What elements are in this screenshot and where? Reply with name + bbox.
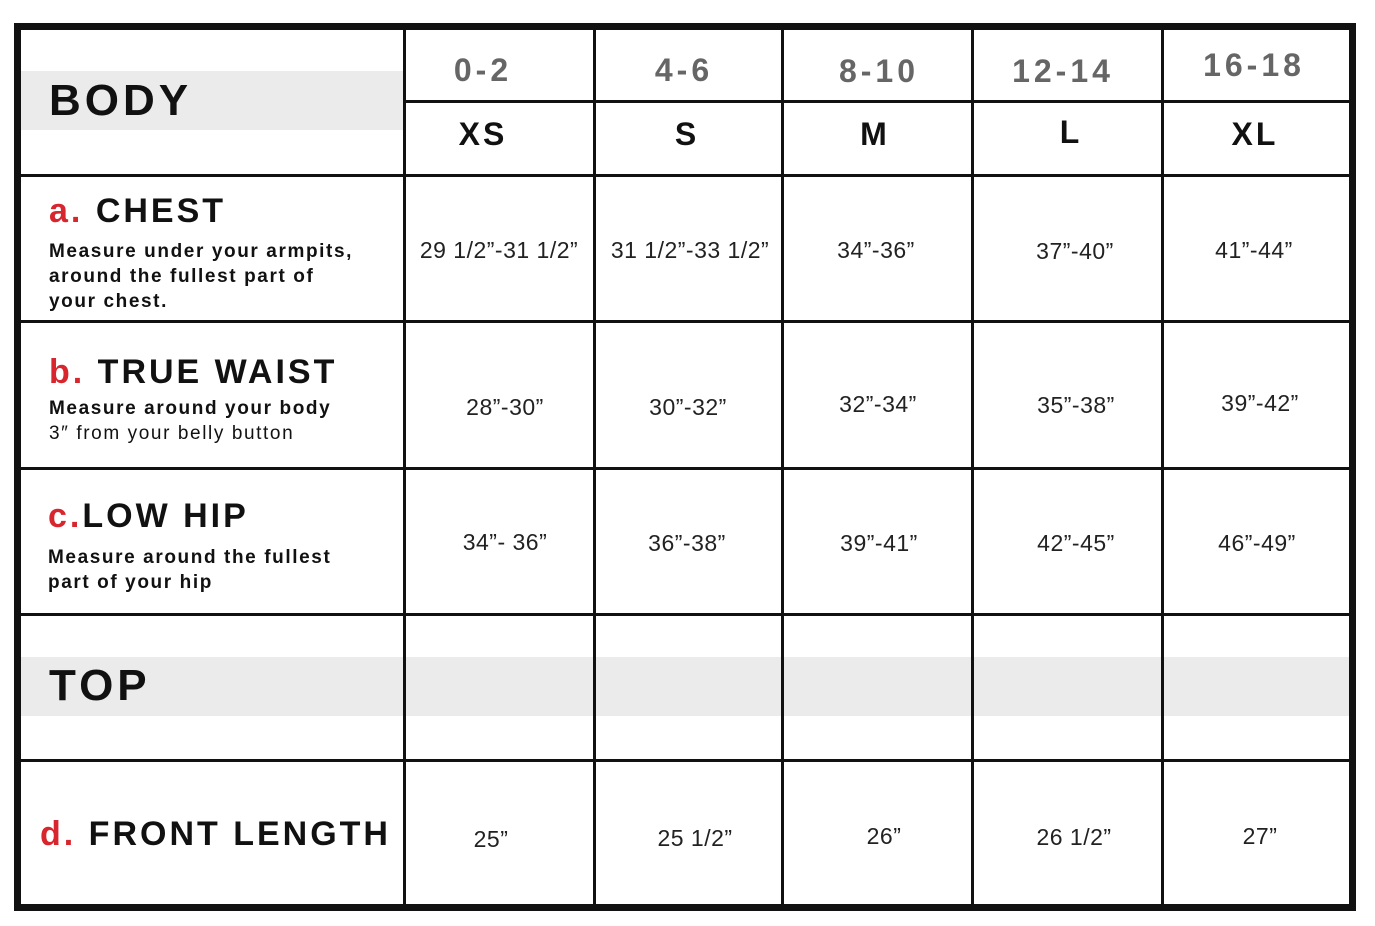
- row-description-hip: [48, 545, 331, 595]
- size-header: M: [860, 116, 890, 152]
- age-header: 12-14: [1012, 53, 1114, 89]
- row-name: LOW HIP: [82, 497, 249, 535]
- row-description-waist: [49, 396, 331, 446]
- size-header: XL: [1231, 116, 1279, 152]
- row-title-waist: [49, 353, 337, 392]
- waist-value-xl: 39”-42”: [1221, 390, 1299, 416]
- row-title-front-length: [40, 815, 391, 854]
- age-header: 0-2: [453, 52, 513, 88]
- row-name: TRUE WAIST: [97, 353, 338, 391]
- section-title-body: BODY: [49, 76, 193, 125]
- front-value-l: 26 1/2”: [1036, 824, 1112, 850]
- hip-value-l: 42”-45”: [1037, 530, 1115, 556]
- front-value-xl: 27”: [1242, 823, 1278, 849]
- front-value-xs: 25”: [473, 826, 509, 852]
- desc-line: part of your hip: [48, 572, 213, 593]
- waist-value-m: 32”-34”: [839, 391, 917, 417]
- desc-line: around the fullest part of: [49, 266, 315, 287]
- row-letter: a.: [49, 192, 84, 230]
- grid-line: [21, 174, 1349, 177]
- hip-value-m: 39”-41”: [840, 530, 918, 556]
- row-letter: b.: [49, 353, 86, 391]
- row-name: CHEST: [95, 192, 227, 230]
- size-chart: [14, 23, 1356, 911]
- row-title-chest: [49, 192, 226, 231]
- grid-line: [21, 467, 1349, 470]
- hip-value-s: 36”-38”: [648, 530, 726, 556]
- size-header: XS: [458, 116, 508, 152]
- grid-line: [21, 759, 1349, 762]
- chest-value-m: 34”-36”: [837, 237, 915, 263]
- desc-line: 3″ from your belly button: [49, 423, 295, 444]
- size-header: L: [1059, 114, 1083, 150]
- grid-line: [21, 613, 1349, 616]
- chest-value-l: 37”-40”: [1036, 238, 1114, 264]
- waist-value-xs: 28”-30”: [466, 394, 544, 420]
- chest-value-s: 31 1/2”-33 1/2”: [610, 237, 770, 263]
- waist-value-s: 30”-32”: [649, 394, 727, 420]
- row-name: FRONT LENGTH: [88, 815, 391, 853]
- desc-line: Measure around the fullest: [48, 547, 332, 568]
- waist-value-l: 35”-38”: [1037, 392, 1115, 418]
- age-header: 16-18: [1203, 47, 1305, 83]
- age-header: 8-10: [838, 53, 920, 89]
- chest-value-xl: 41”-44”: [1215, 237, 1293, 263]
- row-letter: c.: [48, 497, 83, 535]
- chest-value-xs: 29 1/2”-31 1/2”: [419, 237, 579, 263]
- age-header: 4-6: [654, 52, 714, 88]
- desc-line: Measure under your armpits,: [49, 241, 353, 262]
- grid-line: [403, 100, 1349, 103]
- size-header: S: [674, 116, 700, 152]
- hip-value-xs: 34”- 36”: [462, 529, 548, 555]
- desc-line: Measure around your body: [49, 398, 332, 419]
- top-band: [21, 657, 1349, 716]
- row-title-hip: [48, 497, 249, 536]
- front-value-s: 25 1/2”: [657, 825, 733, 851]
- hip-value-xl: 46”-49”: [1218, 530, 1296, 556]
- front-value-m: 26”: [866, 823, 902, 849]
- grid-line: [21, 320, 1349, 323]
- desc-line: your chest.: [49, 291, 168, 312]
- section-title-top: TOP: [49, 661, 151, 710]
- row-description-chest: [49, 239, 353, 314]
- row-letter: d.: [40, 815, 77, 853]
